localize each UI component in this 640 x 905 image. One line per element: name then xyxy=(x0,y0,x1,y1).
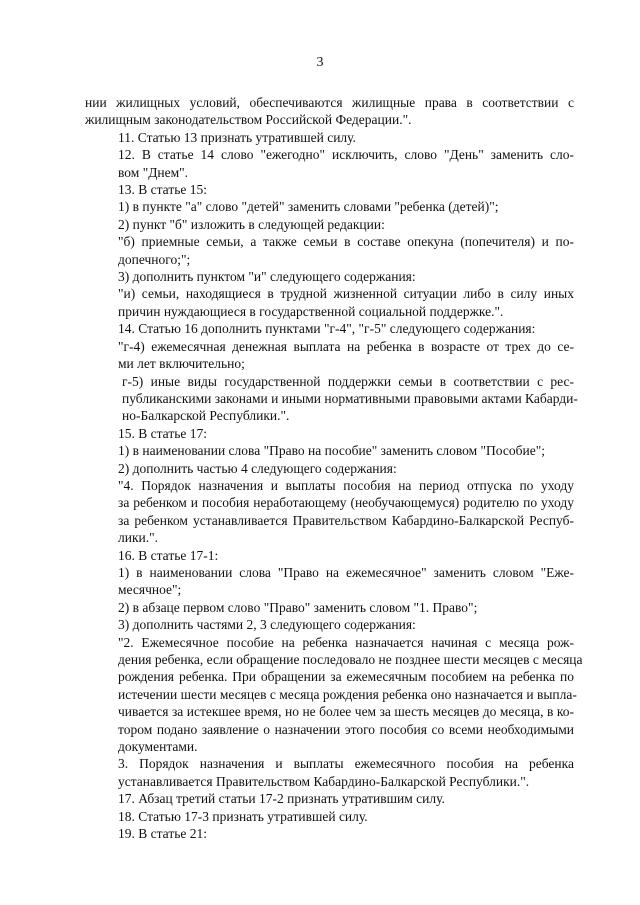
paragraph-line: 18. Статью 17-3 признать утратившей силу. xyxy=(118,808,368,824)
document-paragraph xyxy=(85,616,574,633)
paragraph-line: 3. Порядок назначения и выплаты ежемесячного пособия на ребенка xyxy=(118,756,574,772)
document-paragraph xyxy=(85,442,574,459)
paragraph-line: нии жилищных условий, обеспечиваются жилищные права в соответствии с xyxy=(85,95,574,110)
document-paragraph xyxy=(85,547,574,564)
document-paragraph xyxy=(85,825,574,842)
paragraph-line: 1) в наименовании слова "Право на пособие" заменить словом "Пособие"; xyxy=(118,443,545,459)
paragraph-line: 12. В статье 14 слово "ежегодно" исключить, слово "День" заменить сло- xyxy=(118,147,574,163)
paragraph-line: дения ребенка, если обращение последовало не позднее шести месяцев с месяца xyxy=(118,652,583,667)
document-paragraph xyxy=(85,755,574,790)
document-paragraph xyxy=(85,216,574,233)
paragraph-line: тором подано заявление о назначении этого пособия со всеми необходимыми xyxy=(118,721,574,737)
document-paragraph xyxy=(85,233,574,268)
paragraph-line: 1) в пункте "а" слово "детей" заменить словами "ребенка (детей)"; xyxy=(118,199,499,215)
paragraph-line: за ребенком и пособия неработающему (необучающемуся) родителю по уходу xyxy=(118,495,574,511)
document-paragraph xyxy=(85,94,574,129)
paragraph-line: "2. Ежемесячное пособие на ребенка назначается начиная с месяца рож- xyxy=(118,634,574,650)
paragraph-line: "г-4) ежемесячная денежная выплата на ребенка в возрасте от трех до се- xyxy=(118,338,574,354)
paragraph-line: чивается за истекшее время, но не более чем за шесть месяцев до месяца, в ко- xyxy=(118,704,574,720)
paragraph-line: 3) дополнить пунктом "и" следующего содержания: xyxy=(118,269,416,285)
paragraph-line: 1) в наименовании слова "Право на ежемесячное" заменить словом "Еже- xyxy=(118,564,574,580)
paragraph-line: 11. Статью 13 признать утратившей силу. xyxy=(118,129,356,145)
document-paragraph xyxy=(85,338,574,373)
paragraph-line: 17. Абзац третий статьи 17-2 признать утратившим силу. xyxy=(118,791,445,807)
paragraph-line: жилищным законодательством Российской Федерации.". xyxy=(85,112,412,128)
paragraph-line: причин нуждающиеся в государственной социальной поддержке.". xyxy=(118,303,504,319)
document-paragraph xyxy=(85,181,574,198)
paragraph-line: рождения ребенка. При обращении за ежемесячным пособием на ребенка по xyxy=(118,669,574,685)
document-paragraph xyxy=(85,477,574,547)
document-paragraph xyxy=(85,198,574,215)
paragraph-line: публиканскими законами и иными нормативными правовыми актами Кабарди- xyxy=(122,390,578,406)
paragraph-line: 2) в абзаце первом слово "Право" заменить словом "1. Право"; xyxy=(118,599,478,615)
document-paragraph xyxy=(85,129,574,146)
paragraph-line: г-5) иные виды государственной поддержки семьи в соответствии с рес- xyxy=(122,373,574,389)
paragraph-line: за ребенком устанавливается Правительством Кабардино-Балкарской Респуб- xyxy=(118,512,574,528)
page-number: 3 xyxy=(316,55,324,70)
paragraph-line: 3) дополнить частями 2, 3 следующего содержания: xyxy=(118,617,416,633)
document-paragraph xyxy=(85,790,574,807)
paragraph-line: но-Балкарской Республики.". xyxy=(122,408,290,424)
paragraph-line: месячное"; xyxy=(118,582,182,598)
paragraph-line: документами. xyxy=(118,739,198,755)
paragraph-line: допечного;"; xyxy=(118,251,191,267)
document-paragraph xyxy=(85,268,574,285)
paragraph-line: "б) приемные семьи, а также семьи в составе опекуна (попечителя) и по- xyxy=(118,234,574,250)
document-paragraph xyxy=(85,460,574,477)
document-body xyxy=(85,94,583,842)
paragraph-line: 13. В статье 15: xyxy=(118,182,208,198)
document-paragraph xyxy=(85,285,574,320)
paragraph-line: ми лет включительно; xyxy=(118,356,245,372)
paragraph-line: истечении шести месяцев с месяца рождения ребенка оно назначается и выпла- xyxy=(118,686,577,702)
paragraph-line: вом "Днем". xyxy=(118,164,189,180)
paragraph-line: 16. В статье 17-1: xyxy=(118,547,219,563)
document-paragraph xyxy=(85,425,574,442)
document-paragraph xyxy=(85,634,583,756)
paragraph-line: устанавливается Правительством Кабардино-Балкарской Республики.". xyxy=(118,773,530,789)
document-paragraph xyxy=(85,808,574,825)
document-paragraph xyxy=(85,599,574,616)
document-paragraph xyxy=(85,146,574,181)
document-paragraph xyxy=(85,320,574,337)
paragraph-line: 2) пункт "б" изложить в следующей редакции: xyxy=(118,216,385,232)
paragraph-line: лики.". xyxy=(118,530,159,546)
document-paragraph xyxy=(85,373,578,425)
paragraph-line: "и) семьи, находящиеся в трудной жизненной ситуации либо в силу иных xyxy=(118,286,574,302)
paragraph-line: 15. В статье 17: xyxy=(118,425,208,441)
paragraph-line: 14. Статью 16 дополнить пунктами "г-4", "г-5" следующего содержания: xyxy=(118,321,536,337)
document-paragraph xyxy=(85,564,574,599)
paragraph-line: 2) дополнить частью 4 следующего содержания: xyxy=(118,460,397,476)
paragraph-line: 19. В статье 21: xyxy=(118,826,208,842)
paragraph-line: "4. Порядок назначения и выплаты пособия на период отпуска по уходу xyxy=(118,477,574,493)
